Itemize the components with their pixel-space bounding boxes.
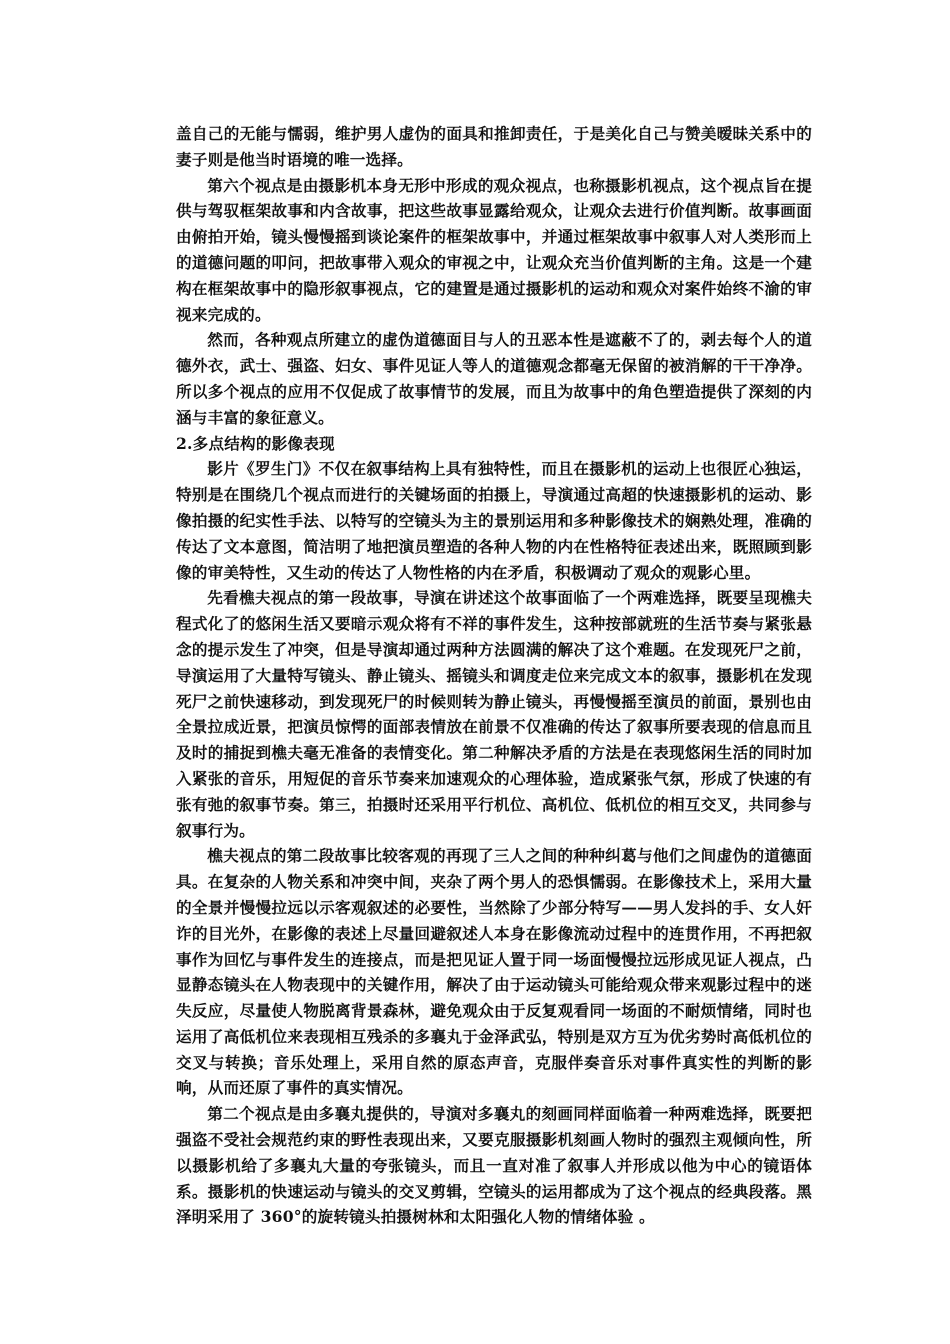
paragraph-continuation: 盖自己的无能与懦弱，维护男人虚伪的面具和推卸责任，于是美化自己与赞美暧昧关系中的妻子则是他当时语境的唯一选择。 [176,124,812,169]
paragraph-sixth-viewpoint: 第六个视点是由摄影机本身无形中形成的观众视点，也称摄影机视点，这个视点旨在提供与驾驭框架故事和内含故事，把这些故事显露给观众，让观众去进行价值判断。故事画面由俯拍开始，镜头慢慢摇到谈论案件的框架故事中，并通过框架故事中叙事人对人类形而上的道德问题的叩问，把故事带入观众的审视之中，让观众充当价值判断的主角。这是一个建构在框架故事中的隐形叙事视点，它的建置是通过摄影机的运动和观众对案件始终不渝的审视来完成的。 [176,175,812,324]
body-text [176,121,812,1230]
paragraph-rashomon-camera: 影片《罗生门》不仅在叙事结构上具有独特性，而且在摄影机的运动上也很匠心独运，特别是在围绕几个视点而进行的关键场面的拍摄上，导演通过高超的快速摄影机的运动、影像拍摄的纪实性手法、以特写的空镜头为主的景别运用和多种影像技术的娴熟处理，准确的传达了文本意图，简洁明了地把演员塑造的各种人物的内在性格特征表述出来，既照顾到影像的审美特性，又生动的传达了人物性格的内在矛盾，积极调动了观众的观影心里。 [176,459,812,582]
paragraph-woodcutter-first: 先看樵夫视点的第一段故事，导演在讲述这个故事面临了一个两难选择，既要呈现樵夫程式化了的悠闲生活又要暗示观众将有不祥的事件发生，这种按部就班的生活节奏与紧张悬念的提示发生了冲突，但是导演却通过两种方法圆满的解决了这个难题。在发现死尸之前，导演运用了大量特写镜头、静止镜头、摇镜头和调度走位来完成文本的叙事，摄影机在发现死尸之前快速移动，到发现死尸的时候则转为静止镜头，再慢慢摇至演员的前面，景别也由全景拉成近景，把演员惊愕的面部表情放在前景不仅准确的传达了叙事所要表现的信息而且及时的捕捉到樵夫毫无准备的表情变化。第二种解决矛盾的方法是在表现悠闲生活的同时加入紧张的音乐，用短促的音乐节奏来加速观众的心理体验，造成紧张气氛，形成了快速的有张有弛的叙事节奏。第三，拍摄时还采用平行机位、高机位、低机位的相互交叉，共同参与叙事行为。 [176,588,812,840]
paragraph-woodcutter-second: 樵夫视点的第二段故事比较客观的再现了三人之间的种种纠葛与他们之间虚伪的道德面具。在复杂的人物关系和冲突中间，夹杂了两个男人的恐惧懦弱。在影像技术上，采用大量的全景并慢慢拉远以示客观叙述的必要性，当然除了少部分特写——男人发抖的手、女人奸诈的目光外，在影像的表述上尽量回避叙述人本身在影像流动过程中的连贯作用，不再把叙事作为回忆与事件发生的连接点，而是把见证人置于同一场面慢慢拉远形成见证人视点，凸显静态镜头在人物表现中的关键作用，解决了由于运动镜头可能给观众带来观影过程中的迷失反应，尽量使人物脱离背景森林，避免观众由于反复观看同一场面的不耐烦情绪，同时也运用了高低机位来表现相互残杀的多襄丸于金泽武弘，特别是双方互为优劣势时高低机位的交叉与转换；音乐处理上，采用自然的原态声音，克服伴奏音乐对事件真实性的判断的影响，从而还原了事件的真实情况。 [176,846,812,1098]
paragraph-moral-mask: 然而，各种观点所建立的虚伪道德面目与人的丑恶本性是遮蔽不了的，剥去每个人的道德外衣，武士、强盗、妇女、事件见证人等人的道德观念都毫无保留的被消解的干干净净。所以多个视点的应用不仅促成了故事情节的发展，而且为故事中的角色塑造提供了深刻的内涵与丰富的象征意义。 [176,330,812,427]
paragraph-tajomaru: 第二个视点是由多襄丸提供的，导演对多襄丸的刻画同样面临着一种两难选择，既要把强盗不受社会规范约束的野性表现出来，又要克服摄影机刻画人物时的强烈主观倾向性，所以摄影机给了多襄丸大量的夸张镜头，而且一直对准了叙事人并形成以他为中心的镜语体系。摄影机的快速运动与镜头的交叉剪辑，空镜头的运用都成为了这个视点的经典段落。黑泽明采用了 360°的旋转镜头拍摄树林和太阳强化人物的情绪体验 。 [176,1104,812,1227]
section-heading: 2.多点结构的影像表现 [176,433,335,453]
